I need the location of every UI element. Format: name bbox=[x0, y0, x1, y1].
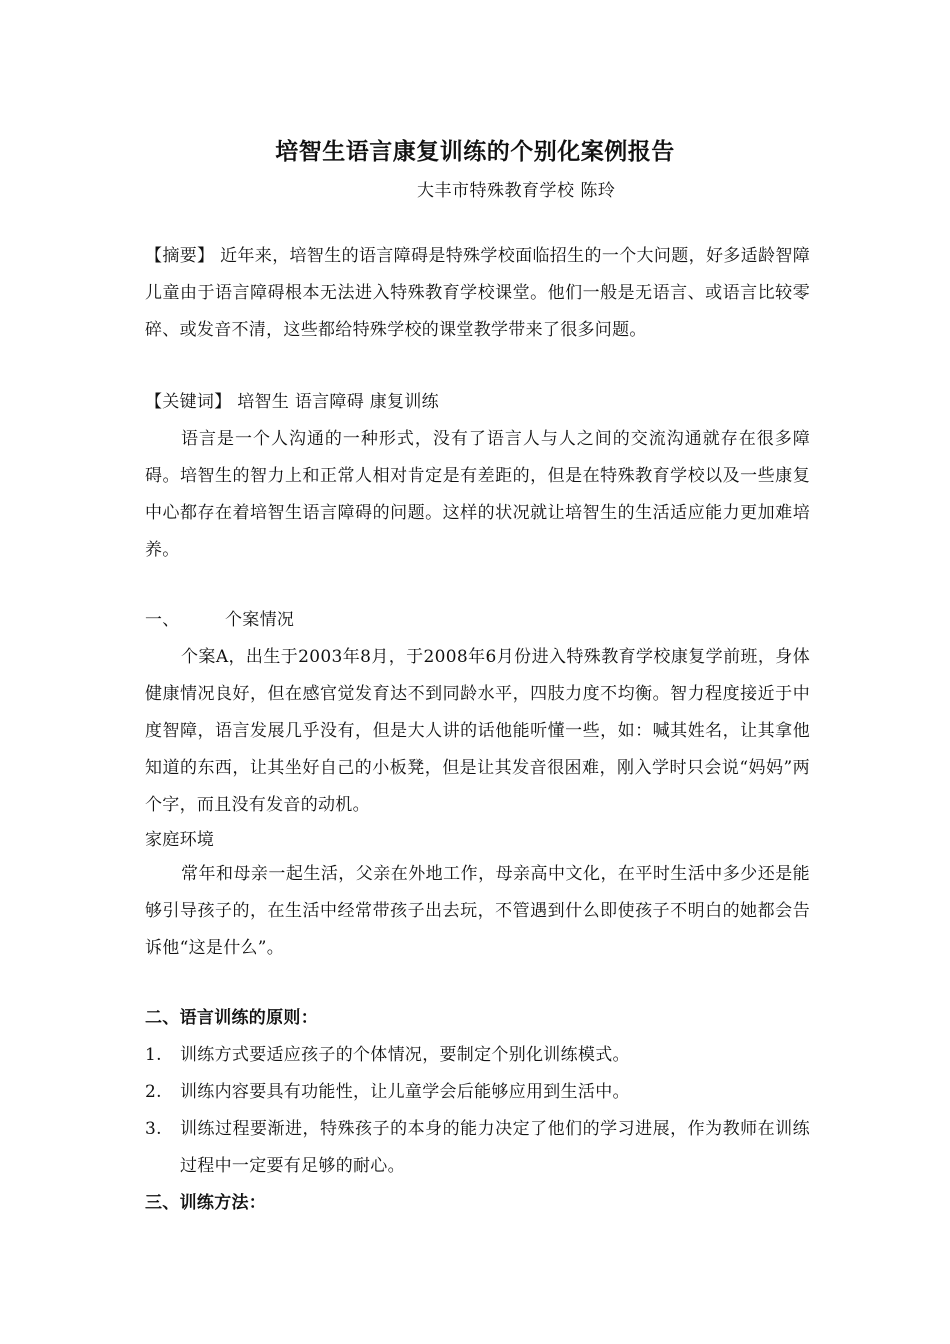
case-paragraph: 个案A，出生于2003年8月，于2008年6月份进入特殊教育学校康复学前班，身体健康情况良好，但在感官觉发育达不到同龄水平，四肢力度不均衡。智力程度接近于中度智障，语言发展几乎没有，但是大人讲的话他能听懂一些，如：喊其姓名，让其拿他知道的东西，让其坐好自己的小板凳，但是让其发音很困难，刚入学时只会说“妈妈”两个字，而且没有发音的动机。 bbox=[145, 647, 810, 815]
principle-item bbox=[145, 1037, 810, 1074]
family-paragraph: 常年和母亲一起生活，父亲在外地工作，母亲高中文化，在平时生活中多少还是能够引导孩子的，在生活中经常带孩子出去玩，不管遇到什么即使孩子不明白的她都会告诉他“这是什么”。 bbox=[145, 864, 810, 958]
principle-number: 1. bbox=[145, 1045, 162, 1065]
family-heading: 家庭环境 bbox=[145, 830, 215, 850]
section-two bbox=[145, 1000, 810, 1222]
section-one-title: 个案情况 bbox=[225, 610, 295, 630]
principle-item bbox=[145, 1111, 810, 1185]
intro-paragraph: 语言是一个人沟通的一种形式，没有了语言人与人之间的交流沟通就存在很多障碍。培智生的智力上和正常人相对肯定是有差距的，但是在特殊教育学校以及一些康复中心都存在着培智生语言障碍的问题。这样的状况就让培智生的生活适应能力更加难培养。 bbox=[145, 429, 810, 560]
principle-number: 3. bbox=[145, 1119, 162, 1139]
abstract-label: 【摘要】 bbox=[145, 246, 215, 266]
section-three-heading: 三、训练方法： bbox=[145, 1193, 267, 1213]
section-one bbox=[145, 602, 810, 967]
abstract-paragraph bbox=[145, 238, 810, 349]
principle-number: 2. bbox=[145, 1082, 162, 1102]
abstract-text: 近年来，培智生的语言障碍是特殊学校面临招生的一个大问题，好多适龄智障儿童由于语言障碍根本无法进入特殊教育学校课堂。他们一般是无语言、或语言比较零碎、或发音不清，这些都给特殊学校的课堂教学带来了很多问题。 bbox=[145, 246, 810, 340]
principle-text: 训练内容要具有功能性，让儿童学会后能够应用到生活中。 bbox=[180, 1082, 630, 1102]
principle-text: 训练过程要渐进，特殊孩子的本身的能力决定了他们的学习进展，作为教师在训练过程中一定要有足够的耐心。 bbox=[180, 1119, 810, 1176]
section-one-number: 一、 bbox=[145, 610, 180, 630]
document-title: 培智生语言康复训练的个别化案例报告 bbox=[275, 139, 675, 165]
author-line: 大丰市特殊教育学校 陈玲 bbox=[417, 181, 616, 201]
principle-text: 训练方式要适应孩子的个体情况，要制定个别化训练模式。 bbox=[180, 1045, 630, 1065]
section-two-heading: 二、语言训练的原则： bbox=[145, 1008, 318, 1028]
principle-item bbox=[145, 1074, 810, 1111]
keywords-text: 培智生 语言障碍 康复训练 bbox=[237, 392, 439, 412]
keywords-paragraph bbox=[145, 384, 810, 569]
keywords-label: 【关键词】 bbox=[145, 392, 232, 412]
section-one-heading bbox=[145, 602, 810, 639]
